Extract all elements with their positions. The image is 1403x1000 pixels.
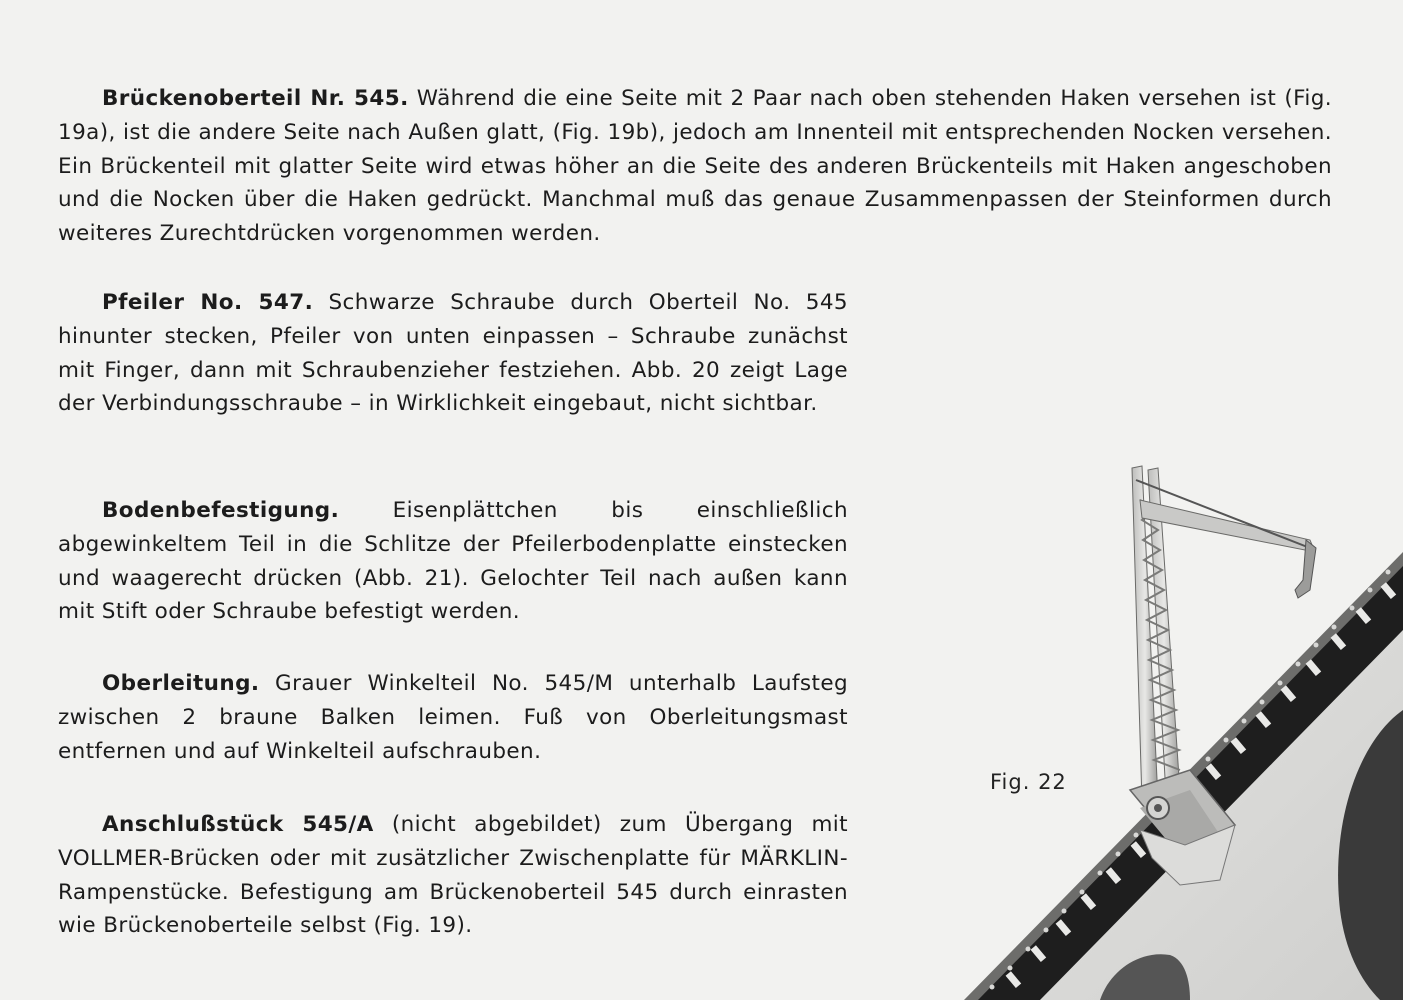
paragraph-heading: Oberleitung. xyxy=(102,671,260,696)
paragraph-anschlussstueck xyxy=(58,808,848,943)
paragraph-brueckenoberteil xyxy=(58,82,1332,251)
figure-photo xyxy=(840,440,1403,1000)
paragraph-oberleitung xyxy=(58,667,848,768)
figure-caption: Fig. 22 xyxy=(990,770,1067,794)
paragraph-body: Während die eine Seite mit 2 Paar nach oben stehenden Haken versehen ist (Fig. 19a), ist die andere Seite nach Außen glatt, (Fig. 19b), jedoch am Innenteil mit entsprechenden Nocken versehen. Ein Brückenteil mit glatter Seite wird etwas höher an die Seite des anderen Brückenteils mit Haken angeschoben und die Nocken über die Haken gedrückt. Manchmal muß das genaue Zusammenpassen der Steinformen durch weiteres Zurechtdrücken vorgenommen werden. xyxy=(58,86,1332,247)
paragraph-pfeiler xyxy=(58,286,848,421)
paragraph-heading: Brückenoberteil Nr. 545. xyxy=(102,86,409,111)
paragraph-bodenbefestigung xyxy=(58,494,848,629)
paragraph-body: Grauer Winkelteil No. 545/M unterhalb Laufsteg zwischen 2 braune Balken leimen. Fuß von Oberleitungsmast entfernen und auf Winkelteil aufschrauben. xyxy=(58,671,848,764)
paragraph-heading: Anschlußstück 545/A xyxy=(102,812,374,837)
paragraph-body: (nicht abgebildet) zum Übergang mit VOLLMER-Brücken oder mit zusätzlicher Zwischenplatte für MÄRKLIN-Rampenstücke. Befestigung am Brückenoberteil 545 durch einrasten wie Brückenoberteile selbst (Fig. 19). xyxy=(58,812,849,939)
paragraph-body: Eisenplättchen bis einschließlich abgewinkeltem Teil in die Schlitze der Pfeilerbodenplatte einstecken und waagerecht drücken (Abb. 21). Gelochter Teil nach außen kann mit Stift oder Schraube befestigt werden. xyxy=(58,498,848,625)
paragraph-heading: Pfeiler No. 547. xyxy=(102,290,314,315)
paragraph-body: Schwarze Schraube durch Oberteil No. 545 hinunter stecken, Pfeiler von unten einpassen – Schraube zunächst mit Finger, dann mit Schraubenzieher festziehen. Abb. 20 zeigt Lage der Verbindungsschraube – in Wirklichkeit eingebaut, nicht sichtbar. xyxy=(58,290,848,417)
paragraph-heading: Bodenbefestigung. xyxy=(102,498,340,523)
